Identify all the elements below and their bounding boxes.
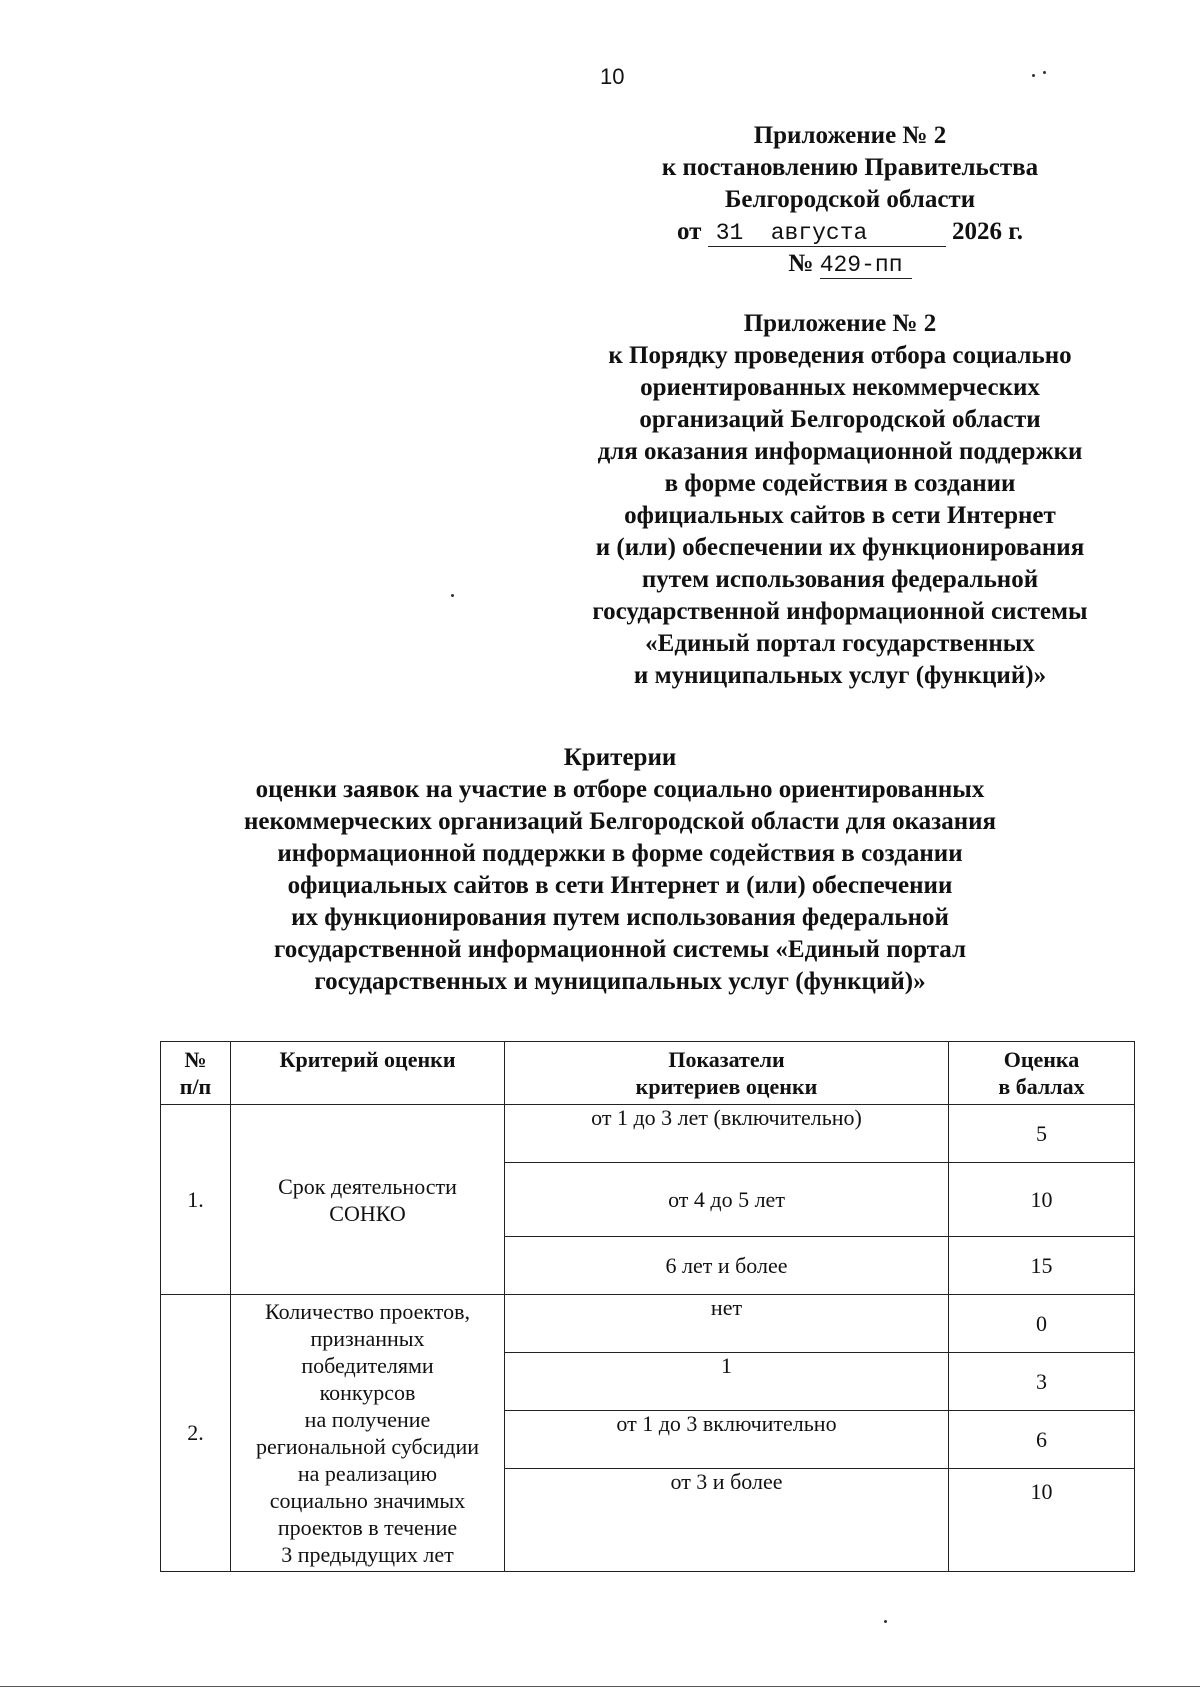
appendix-title: Приложение № 2 — [753, 122, 947, 149]
table-row — [161, 1295, 1135, 1353]
row-number: 2. — [161, 1295, 231, 1572]
header-indicators: Показатели критериев оценки — [505, 1042, 949, 1105]
appendix-line: и муниципальных услуг (функций)» — [633, 662, 1047, 689]
score-cell: 6 — [949, 1411, 1135, 1469]
appendix-line: организаций Белгородской области — [639, 406, 1041, 433]
scan-speck — [451, 594, 454, 597]
appendix-line: «Единый портал государственных — [645, 630, 1035, 657]
date-day: 31 — [708, 220, 771, 247]
score-cell: 15 — [949, 1237, 1135, 1295]
scan-speck — [1032, 74, 1035, 77]
criteria-title-line: оценки заявок на участие в отборе социально ориентированных — [255, 776, 985, 803]
appendix-line: к Порядку проведения отбора социально — [608, 342, 1072, 369]
criteria-title-line: Критерии — [563, 744, 677, 771]
appendix-region: Белгородской области — [724, 186, 976, 213]
criteria-title-line: информационной поддержки в форме содействия в создании — [277, 840, 963, 867]
score-cell: 0 — [949, 1295, 1135, 1353]
table-row — [161, 1105, 1135, 1163]
criterion-line: региональной субсидии — [255, 1434, 479, 1459]
scan-edge-line — [0, 1686, 1200, 1687]
criteria-table — [160, 1041, 1135, 1572]
score-cell: 10 — [949, 1163, 1135, 1237]
criteria-title-line: некоммерческих организаций Белгородской области для оказания — [243, 808, 997, 835]
appendix-line: для оказания информационной поддержки — [597, 438, 1083, 465]
criteria-title-line: государственных и муниципальных услуг (функций)» — [314, 968, 926, 995]
scan-speck — [884, 1620, 887, 1623]
criterion-name: Срок деятельности СОНКО — [231, 1105, 505, 1295]
appendix-line: и (или) обеспечении их функционирования — [595, 534, 1085, 561]
criterion-line: на реализацию — [297, 1461, 438, 1486]
criterion-line: 3 предыдущих лет — [281, 1542, 454, 1567]
criterion-line: на получение — [304, 1407, 431, 1432]
indicator-cell: от 3 и более — [505, 1469, 949, 1572]
indicator-cell: 1 — [505, 1353, 949, 1411]
criteria-title-line: государственной информационной системы «Единый портал — [273, 936, 967, 963]
resolution-number — [560, 248, 1140, 280]
criteria-title-line: официальных сайтов в сети Интернет и (или) обеспечении — [287, 872, 953, 899]
appendix-line: ориентированных некоммерческих — [640, 374, 1040, 401]
criterion-line: победителями — [301, 1353, 434, 1378]
appendix-line: официальных сайтов в сети Интернет — [624, 502, 1056, 529]
row-number: 1. — [161, 1105, 231, 1295]
criteria-title-line: их функционирования путем использования федеральной — [291, 904, 949, 931]
appendix-line: Приложение № 2 — [743, 310, 937, 337]
appendix-line: государственной информационной системы — [592, 598, 1088, 625]
indicator-cell: от 1 до 3 лет (включительно) — [505, 1105, 949, 1163]
number-prefix: № — [788, 250, 814, 277]
criterion-line: конкурсов — [319, 1380, 416, 1405]
criterion-line: Количество проектов, — [265, 1299, 470, 1324]
indicator-cell: от 4 до 5 лет — [505, 1163, 949, 1237]
score-cell: 10 — [949, 1469, 1135, 1572]
indicator-cell: 6 лет и более — [505, 1237, 949, 1295]
indicator-cell: от 1 до 3 включительно — [505, 1411, 949, 1469]
header-num: № п/п — [161, 1042, 231, 1105]
page-number: 10 — [600, 64, 625, 89]
criterion-line: проектов в течение — [277, 1515, 458, 1540]
header-criterion: Критерий оценки — [231, 1042, 505, 1105]
date-year: 2026 г. — [951, 218, 1023, 245]
date-month: августа — [771, 220, 946, 247]
scan-speck — [1043, 71, 1046, 74]
appendix-header-resolution — [560, 120, 1140, 280]
score-cell: 5 — [949, 1105, 1135, 1163]
criterion-line: социально значимых — [269, 1488, 466, 1513]
indicator-cell: нет — [505, 1295, 949, 1353]
criteria-title — [180, 742, 1060, 998]
appendix-to-resolution: к постановлению Правительства — [661, 154, 1039, 181]
criterion-name — [231, 1295, 505, 1572]
number-value: 429-пп — [820, 252, 912, 279]
appendix-header-procedure — [530, 308, 1150, 692]
date-prefix: от — [677, 218, 702, 245]
score-cell: 3 — [949, 1353, 1135, 1411]
resolution-date — [560, 216, 1140, 248]
table-header-row — [161, 1042, 1135, 1105]
header-score: Оценка в баллах — [949, 1042, 1135, 1105]
appendix-line: путем использования федеральной — [641, 566, 1039, 593]
criterion-line: признанных — [310, 1326, 425, 1351]
appendix-line: в форме содействия в создании — [664, 470, 1016, 497]
